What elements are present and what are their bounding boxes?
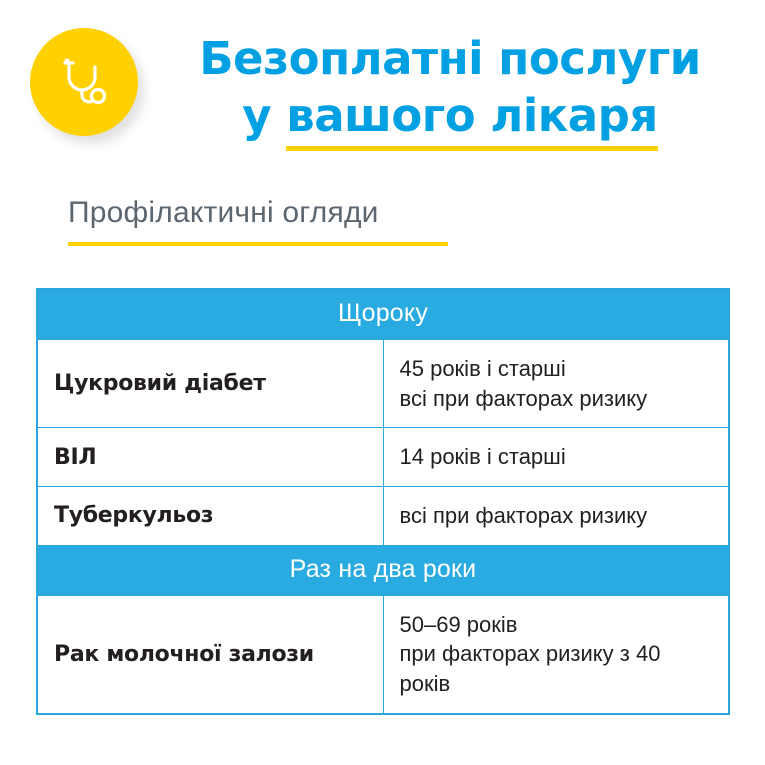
logo <box>30 28 146 144</box>
stethoscope-icon <box>53 51 115 113</box>
value-line: 14 років і старші <box>399 444 566 470</box>
row-value-tuberculosis <box>383 487 729 546</box>
row-label-diabetes: Цукровий діабет <box>38 340 384 428</box>
value-line: при факторах ризику з 40 років <box>399 641 661 697</box>
value-line: 45 років і старші <box>399 356 566 381</box>
title-line-2 <box>160 89 740 151</box>
band-label-biennial: Раз на два роки <box>38 545 729 595</box>
value-line: всі при факторах ризику <box>399 385 648 411</box>
table-band-row <box>38 545 729 595</box>
section-subtitle: Профілактичні огляди <box>68 196 379 229</box>
row-label-hiv: ВІЛ <box>38 428 384 487</box>
row-value-hiv <box>383 428 729 487</box>
header <box>0 14 765 174</box>
row-value-breast-cancer <box>383 595 729 713</box>
table-row <box>38 487 729 546</box>
value-line: 50–69 років <box>399 611 518 637</box>
page-title <box>160 32 740 151</box>
title-line-1: Безоплатні послуги <box>199 32 701 85</box>
subtitle-underline <box>68 242 448 246</box>
table-row <box>38 428 729 487</box>
row-label-tuberculosis: Туберкульоз <box>38 487 384 546</box>
row-label-breast-cancer: Рак молочної залози <box>38 595 384 713</box>
title-line-2-underlined: вашого лікаря <box>286 89 658 151</box>
table-row <box>38 340 729 428</box>
logo-circle <box>30 28 138 136</box>
band-label-annual: Щороку <box>38 290 729 340</box>
title-line-2-prefix: у <box>242 88 287 142</box>
value-line: всі при факторах ризику <box>399 503 648 529</box>
table-band-row <box>38 290 729 340</box>
services-table <box>36 288 730 715</box>
row-value-diabetes <box>383 340 729 428</box>
table-row <box>38 595 729 713</box>
